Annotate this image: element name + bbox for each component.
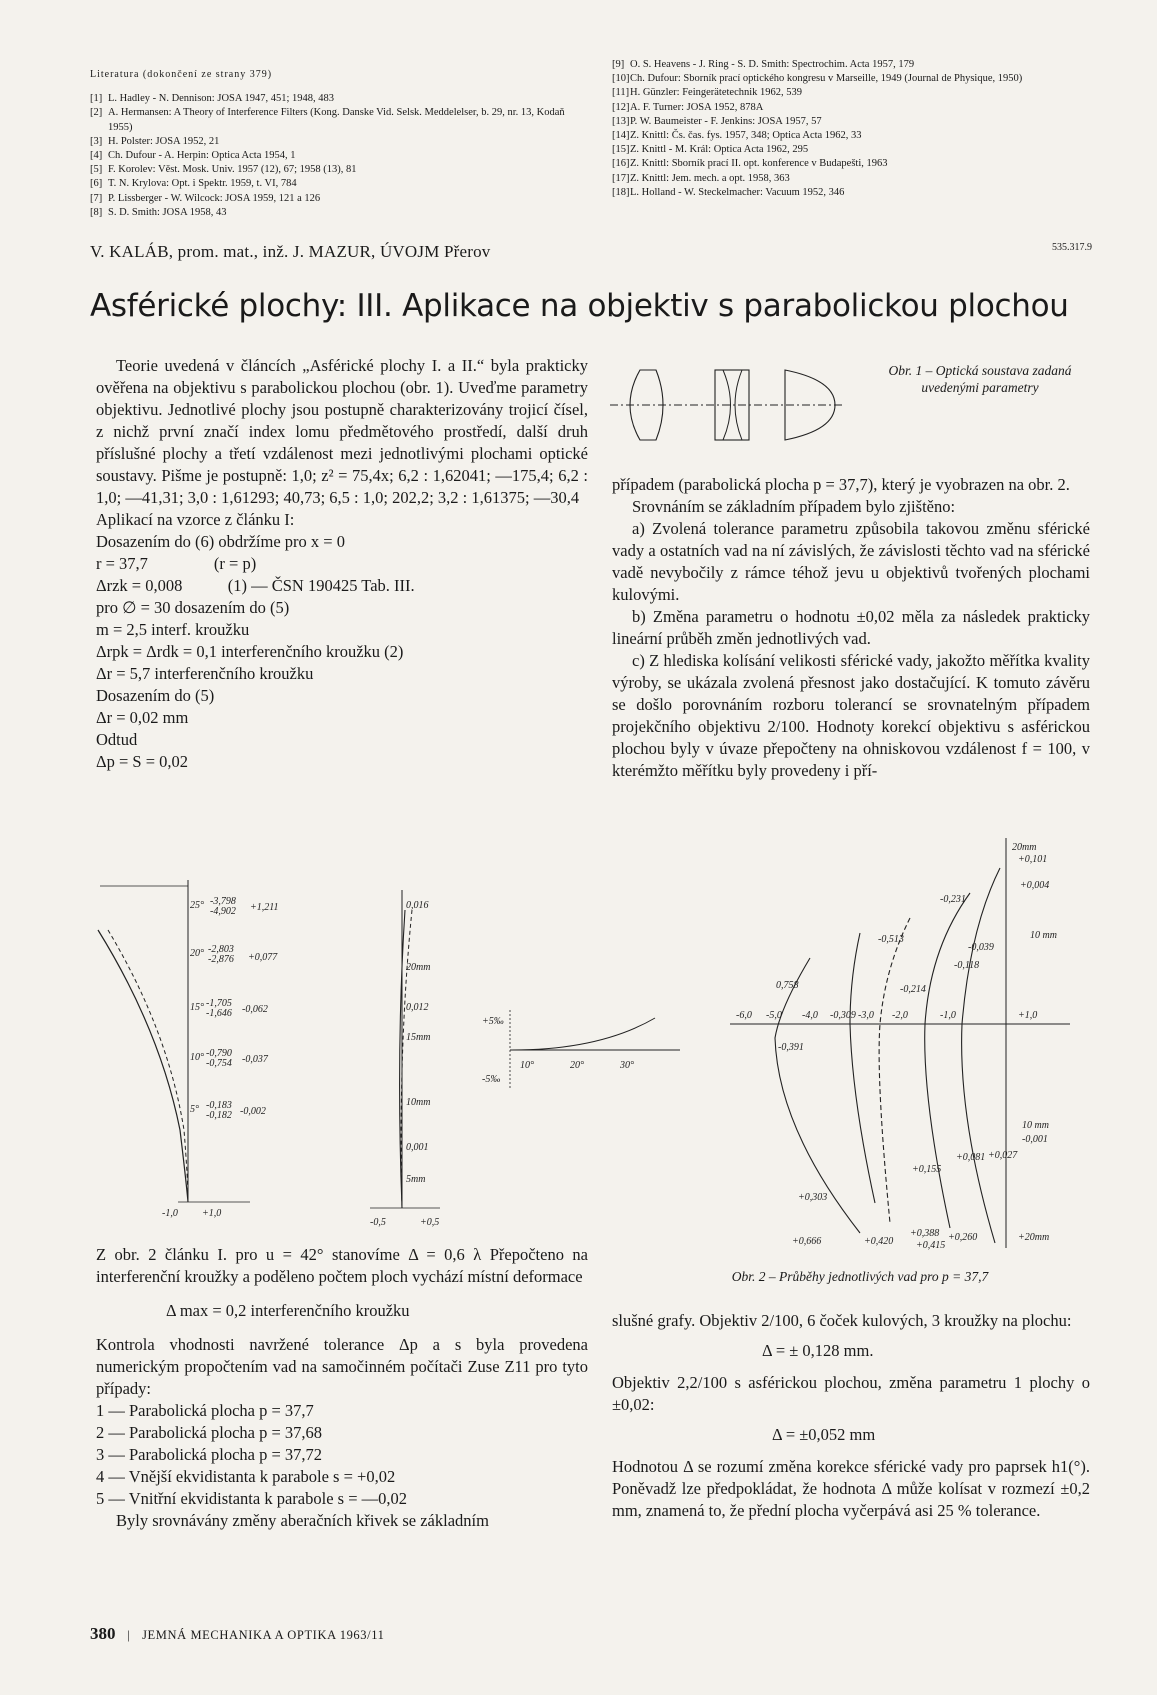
page-number: 380: [90, 1624, 116, 1643]
references-left: [90, 68, 590, 220]
case-item: 5 — Vnitřní ekvidistanta k parabole s = —0,02: [96, 1489, 407, 1508]
chart-label: +1,211: [250, 902, 279, 913]
chart-label: +0,303: [798, 1192, 828, 1203]
chart-label: -0,037: [242, 1054, 268, 1065]
chart-label: +5‰: [482, 1016, 504, 1027]
chart-label: -3,0: [858, 1010, 874, 1021]
reference-number: [18]: [612, 186, 630, 198]
reference-text: Z. Knittl: Jem. mech. a opt. 1958, 363: [630, 172, 790, 184]
reference-item: [612, 86, 1084, 100]
reference-item: [90, 206, 590, 220]
chart-label: 10 mm: [1030, 930, 1057, 941]
formula-line: Δrzk = 0,008 (1) — ČSN 190425 Tab. III.: [96, 576, 415, 595]
formula-line: Odtud: [96, 730, 138, 749]
udc-code: 535.317.9: [1052, 242, 1092, 253]
reference-text: T. N. Krylova: Opt. i Spektr. 1959, t. VI, 784: [108, 178, 297, 190]
chart-label: -0,309: [830, 1010, 856, 1021]
formula-line: Dosazením do (6) obdržíme pro x = 0: [96, 532, 345, 551]
reference-item: [612, 186, 1084, 200]
chart-label: 20mm: [1012, 842, 1037, 853]
chart-label: 10mm: [406, 1097, 431, 1108]
reference-text: Z. Knittl: Čs. čas. fys. 1957, 348; Optica Acta 1962, 33: [630, 130, 862, 142]
reference-text: Ch. Dufour: Sborník prací optického kongresu v Marseille, 1949 (Journal de Physique, 1950): [630, 73, 1023, 85]
chart-label: +0,260: [948, 1232, 978, 1243]
formula-line: Δr = 0,02 mm: [96, 708, 189, 727]
reference-item: [90, 177, 590, 191]
references-right: [612, 58, 1084, 200]
finding-b: b) Změna parametru o hodnotu ±0,02 měla za následek prakticky lineární průběh změn jednotlivých vad.: [612, 607, 1090, 648]
chart-label: -0,391: [778, 1042, 804, 1053]
formula-line: pro ∅ = 30 dosazením do (5): [96, 598, 290, 617]
figure-1-optical-system: [610, 360, 850, 450]
reference-number: [2]: [90, 107, 103, 119]
deformation-paragraph: Z obr. 2 článku I. pro u = 42° stanovíme Δ = 0,6 λ Přepočteno na interferenční kroužky a poděleno počtem ploch vychází místní deformace: [96, 1245, 588, 1286]
reference-number: [15]: [612, 144, 630, 156]
case-item: 4 — Vnější ekvidistanta k parabole s = +0,02: [96, 1467, 396, 1486]
reference-text: A. F. Turner: JOSA 1952, 878A: [630, 101, 764, 113]
reference-item: [90, 149, 590, 163]
reference-item: [90, 163, 590, 177]
right-paragraph-1: případem (parabolická plocha p = 37,7), který je vyobrazen na obr. 2.: [612, 475, 1070, 494]
left-column-bottom: [96, 1244, 588, 1532]
chart-label: +0,388: [910, 1228, 940, 1239]
reference-text: F. Korolev: Věst. Mosk. Univ. 1957 (12), 67; 1958 (13), 81: [108, 164, 357, 176]
reference-number: [3]: [90, 135, 103, 147]
reference-item: [90, 135, 590, 149]
chart-label: +0,5: [420, 1217, 440, 1228]
reference-number: [7]: [90, 192, 103, 204]
references-heading: Literatura (dokončení ze strany 379): [90, 69, 273, 80]
chart-label: +0,004: [1020, 880, 1050, 891]
chart-label: -5‰: [482, 1074, 501, 1085]
reference-text: P. W. Baumeister - F. Jenkins: JOSA 1957, 57: [630, 115, 822, 127]
finding-a: a) Zvolená tolerance parametru způsobila takovou změnu sférické vady a ostatních vad na ní závislých, že závislosti těchto vad na sférické vadě nevybočily z rámce téhož jevu u objektivů tvořených plochami kulovými.: [612, 519, 1090, 604]
reference-number: [12]: [612, 101, 630, 113]
chart-label: 0,758: [776, 980, 799, 991]
equation-1: Δ = ± 0,128 mm.: [762, 1341, 874, 1360]
chart-label: 30°: [620, 1060, 634, 1071]
figure-1-caption: Obr. 1 – Optická soustava zadaná uvedenými parametry: [888, 363, 1072, 395]
reference-number: [11]: [612, 87, 630, 99]
left-column-top: [96, 355, 588, 773]
chart-label: -1,705: [206, 998, 232, 1009]
reference-number: [5]: [90, 164, 103, 176]
reference-number: [4]: [90, 150, 103, 162]
chart-label: +0,101: [1018, 854, 1048, 865]
chart-label: 10 mm: [1022, 1120, 1049, 1131]
chart-label: +0,415: [916, 1240, 946, 1251]
right-paragraph-5: Hodnotou Δ se rozumí změna korekce sférické vady pro paprsek h1(°). Poněvadž lze předpokládat, že hodnota Δ může kolísat v rozmezí ±0,2 mm, znamená to, že přední plocha vyčerpává asi 25 % tolerance.: [612, 1457, 1090, 1520]
reference-number: [8]: [90, 206, 103, 218]
chart-label: -0,214: [900, 984, 926, 995]
right-paragraph-2: Srovnáním se základním případem bylo zjištěno:: [632, 497, 956, 516]
chart-label: -1,646: [206, 1008, 232, 1019]
reference-item: [612, 129, 1084, 143]
finding-c: c) Z hlediska kolísání velikosti sférické vady, jakožto měřítka kvality výroby, se ukázala zvolená přesnost jako dostačující. K tomuto závěru se došlo porovnáním rozboru tolerancí se srovnatelným případem projekčního objektivu 2/100. Hodnoty korekcí objektivu s asférickou plochou byly v úvaze přepočteny na ohniskovou vzdálenost f = 100, v kterémžto měřítku byly provedeny i pří-: [612, 651, 1090, 780]
chart-label: -2,0: [892, 1010, 908, 1021]
journal-name: JEMNÁ MECHANIKA A OPTIKA 1963/11: [142, 1628, 385, 1642]
reference-item: [612, 115, 1084, 129]
tolerance-paragraph: Kontrola vhodnosti navržené tolerance Δp a s byla provedena numerickým propočtením vad na samočinném počítači Zuse Z11 pro tyto případy:: [96, 1335, 588, 1398]
chart-label: -0,039: [968, 942, 994, 953]
reference-number: [6]: [90, 178, 103, 190]
reference-text: O. S. Heavens - J. Ring - S. D. Smith: Spectrochim. Acta 1957, 179: [630, 59, 915, 70]
chart-label: 10°: [190, 1052, 204, 1063]
chart-label: -0,754: [206, 1058, 232, 1069]
formula-line: Δr = 5,7 interferenčního kroužku: [96, 664, 314, 683]
chart-label: 15°: [190, 1002, 204, 1013]
chart-label: +0,027: [988, 1150, 1018, 1161]
reference-text: S. D. Smith: JOSA 1958, 43: [108, 206, 227, 218]
formula-line: Δrpk = Δrdk = 0,1 interferenčního kroužku (2): [96, 642, 404, 661]
formula-line: r = 37,7 (r = p): [96, 554, 257, 573]
chart-label: +0,155: [912, 1164, 942, 1175]
reference-item: [612, 157, 1084, 171]
reference-number: [14]: [612, 130, 630, 142]
chart-label: -2,876: [208, 954, 234, 965]
right-column-top: [612, 474, 1090, 782]
chart-label: 20°: [570, 1060, 584, 1071]
chart-label: 15mm: [406, 1032, 431, 1043]
chart-label: +0,420: [864, 1236, 894, 1247]
reference-number: [9]: [612, 59, 625, 70]
chart-label: 10°: [520, 1060, 534, 1071]
chart-label: +1,0: [202, 1208, 222, 1219]
case-item: 1 — Parabolická plocha p = 37,7: [96, 1401, 314, 1420]
chart-label: -0,118: [954, 960, 980, 971]
chart-label: 0,001: [406, 1142, 429, 1153]
reference-item: [612, 172, 1084, 186]
case-item: 3 — Parabolická plocha p = 37,72: [96, 1445, 323, 1464]
reference-number: [10]: [612, 73, 630, 85]
figure-2-chart-a: [90, 880, 310, 1220]
reference-item: [612, 143, 1084, 157]
case-item: 2 — Parabolická plocha p = 37,68: [96, 1423, 323, 1442]
chart-label: -0,001: [1022, 1134, 1048, 1145]
reference-text: L. Hadley - N. Dennison: JOSA 1947, 451; 1948, 483: [108, 93, 335, 105]
right-paragraph-3: slušné grafy. Objektiv 2/100, 6 čoček kulových, 3 kroužky na plochu:: [612, 1311, 1072, 1330]
reference-text: Z. Knittl: Sborník prací II. opt. konference v Budapešti, 1963: [630, 158, 888, 170]
chart-label: +0,077: [248, 952, 278, 963]
intro-paragraph: Teorie uvedená v článcích „Asférické plochy I. a II.“ byla prakticky ověřena na objektivu s parabolickou plochou (obr. 1). Uveďme parametry objektivu. Jednotlivé plochy jsou postupně charakterizovány trojicí čísel, z nichž první značí index lomu předmětového prostředí, další druh příslušné plochy a třetí vzdálenost mezi jednotlivými plochami optické soustavy. Pišme je postupně: 1,0; z² = 75,4x; 6,2 : 1,62041; —175,4; 6,2 : 1,0; —41,31; 3,0 : 1,61293; 40,73; 6,5 : 1,0; 202,2; 3,2 : 1,61375; —30,4: [96, 356, 588, 507]
chart-label: -0,513: [878, 934, 904, 945]
chart-label: 5mm: [406, 1174, 426, 1185]
reference-text: A. Hermansen: A Theory of Interference Filters (Kong. Danske Vid. Selsk. Meddelelser, b. 29, nr. 13, Kodaň 1955): [108, 107, 565, 133]
formula-line: Dosazením do (5): [96, 686, 215, 705]
reference-text: L. Holland - W. Steckelmacher: Vacuum 1952, 346: [630, 186, 845, 198]
chart-label: 5°: [190, 1104, 199, 1115]
figure-2-chart-c: [480, 1010, 700, 1100]
chart-label: 0,016: [406, 900, 429, 911]
chart-label: -0,002: [240, 1106, 266, 1117]
delta-max-equation: Δ max = 0,2 interferenčního kroužku: [166, 1301, 410, 1320]
reference-number: [16]: [612, 158, 630, 170]
reference-number: [1]: [90, 93, 103, 105]
reference-text: Ch. Dufour - A. Herpin: Optica Acta 1954, 1: [108, 150, 296, 162]
chart-label: -0,790: [206, 1048, 232, 1059]
reference-text: H. Günzler: Feingerätetechnik 1962, 539: [630, 87, 803, 99]
reference-text: Z. Knittl - M. Král: Optica Acta 1962, 295: [630, 144, 809, 156]
chart-label: -1,0: [940, 1010, 956, 1021]
figure-2-chart-d: [700, 838, 1100, 1258]
chart-label: -0,231: [940, 894, 966, 905]
chart-label: -0,5: [370, 1217, 386, 1228]
page-footer: 380 | JEMNÁ MECHANIKA A OPTIKA 1963/11: [90, 1624, 385, 1643]
reference-item: [612, 58, 1084, 72]
formula-line: m = 2,5 interf. kroužku: [96, 620, 250, 639]
chart-label: -5,0: [766, 1010, 782, 1021]
reference-text: H. Polster: JOSA 1952, 21: [108, 135, 220, 147]
right-paragraph-4: Objektiv 2,2/100 s asférickou plochou, změna parametru 1 plochy o ±0,02:: [612, 1373, 1090, 1414]
chart-label: 20°: [190, 948, 204, 959]
chart-label: -0,182: [206, 1110, 232, 1121]
chart-label: -6,0: [736, 1010, 752, 1021]
chart-label: -4,902: [210, 906, 236, 917]
authors: V. KALÁB, prom. mat., inž. J. MAZUR, ÚVOJM Přerov: [90, 242, 491, 261]
chart-label: -0,183: [206, 1100, 232, 1111]
chart-label: 0,012: [406, 1002, 429, 1013]
formula-line: Aplikací na vzorce z článku I:: [96, 510, 295, 529]
comparison-sentence: Byly srovnávány změny aberačních křivek se základním: [116, 1511, 489, 1530]
article-title: Asférické plochy: III. Aplikace na objektiv s parabolickou plochou: [90, 288, 1069, 324]
chart-label: -3,798: [210, 896, 236, 907]
formula-line: Δp = S = 0,02: [96, 752, 189, 771]
reference-item: [612, 101, 1084, 115]
chart-label: 20mm: [406, 962, 431, 973]
right-column-bottom: [612, 1310, 1090, 1522]
reference-item: [90, 106, 590, 134]
reference-text: P. Lissberger - W. Wilcock: JOSA 1959, 121 a 126: [108, 192, 321, 204]
chart-label: -4,0: [802, 1010, 818, 1021]
chart-label: +20mm: [1018, 1232, 1050, 1243]
reference-item: [612, 72, 1084, 86]
chart-label: -0,062: [242, 1004, 268, 1015]
chart-label: +0,666: [792, 1236, 822, 1247]
reference-number: [17]: [612, 172, 630, 184]
chart-label: -2,803: [208, 944, 234, 955]
chart-label: +0,081: [956, 1152, 986, 1163]
chart-label: +1,0: [1018, 1010, 1038, 1021]
figure-2-caption: Obr. 2 – Průběhy jednotlivých vad pro p = 37,7: [731, 1269, 989, 1284]
reference-number: [13]: [612, 115, 630, 127]
chart-label: -1,0: [162, 1208, 178, 1219]
figure-2-chart-b: [350, 890, 480, 1228]
reference-item: [90, 92, 590, 106]
chart-label: 25°: [190, 900, 204, 911]
reference-item: [90, 192, 590, 206]
equation-2: Δ = ±0,052 mm: [772, 1425, 876, 1444]
